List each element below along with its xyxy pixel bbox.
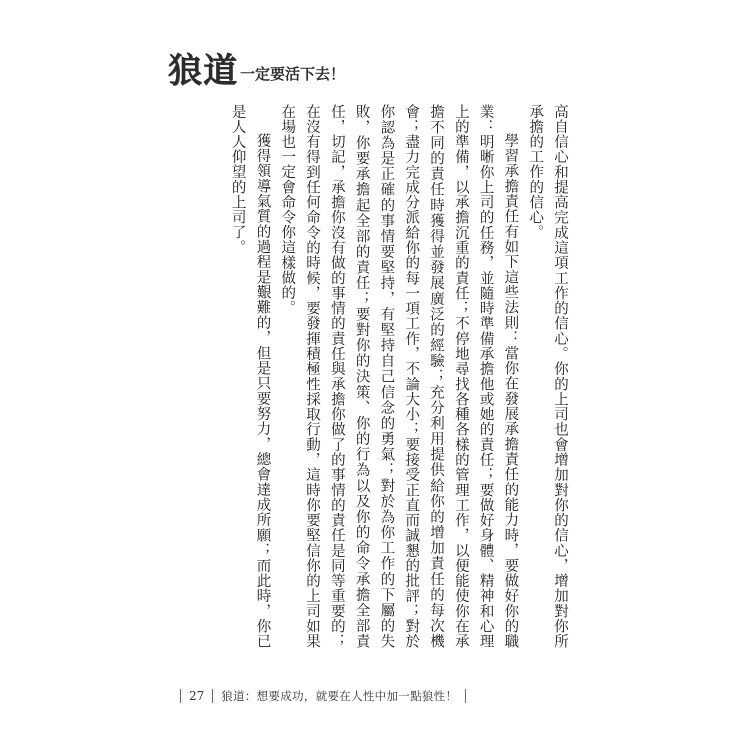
paragraph-3: 獲得領導氣質的過程是艱難的，但是只要努力，總會達成所願；而此時，你已是人人仰望的上司了。	[229, 104, 271, 649]
footer-divider-right	[465, 689, 466, 703]
chapter-header	[168, 38, 346, 91]
page-footer	[172, 688, 474, 704]
running-title: 狼道：想要成功，就要在人性中加一點狼性！	[221, 689, 458, 703]
page-number: 27	[189, 689, 205, 703]
header-subtitle: 一定要活下去！	[240, 65, 346, 83]
header-title: 狼道	[168, 51, 238, 91]
paragraph-1: 高自信心和提高完成這項工作的信心。你的上司也會增加對你的信心，增加對你所承擔的工作的信心。	[527, 104, 568, 649]
paragraph-2: 學習承擔責任有如下這些法則：當你在發展承擔責任的能力時，要做好你的職業：明晰你上司的任務，並隨時準備承擔他或她的責任；要做好身體、精神和心理上的準備，以承擔沉重的責任；不停地尋找各種各樣的管理工作，以便能使你在承擔不同的責任時獲得並發展廣泛的經驗；充分利用提供給你的增加責任的每次機會；盡力完成分派給你的每一項工作，不論大小；要接受正直而誠懇的批評；對於你認為是正確的事情要堅持，有堅持自己信念的勇氣；對於為你工作的下屬的失敗，你要承擔起全部的責任；要對你的決策、你的行為以及你的命令承擔全部責任，切記，承擔你沒有做的事情的責任與承擔你做了的事情的責任是同等重要的；在沒有得到任何命令的時候，要發揮積極性採取行動，這時你要堅信你的上司如果在場也一定會命令你這樣做的。	[279, 104, 519, 649]
footer-divider-left	[180, 689, 181, 703]
vertical-body-text	[172, 104, 572, 649]
footer-divider-middle	[212, 689, 213, 703]
